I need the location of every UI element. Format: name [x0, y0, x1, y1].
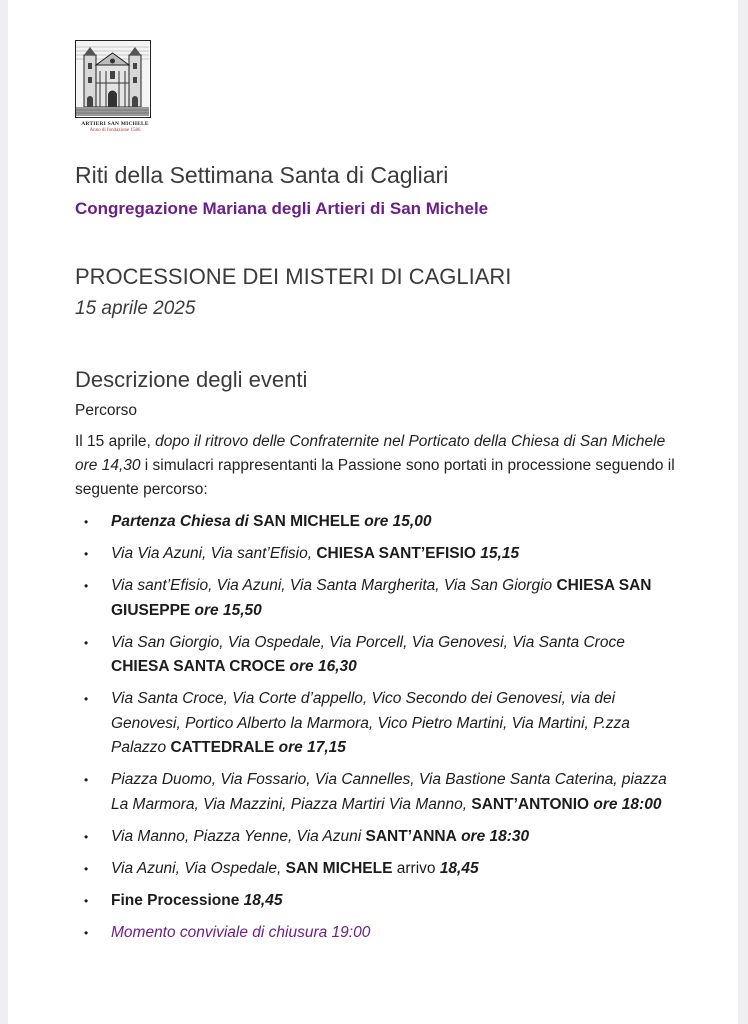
route-item-stop: CHIESA SANT’EFISIO [316, 545, 476, 562]
route-item-text: Fine Processione [111, 891, 244, 909]
route-item [75, 825, 685, 850]
route-item-time: ore 18:00 [589, 795, 662, 813]
route-item-stop: CHIESA SANTA CROCE [111, 658, 286, 675]
route-item-text: Via Santa Croce, Via Corte d’appello, Vico Secondo dei Genovesi, via dei Genovesi, Portico Alberto la Marmora, Vico Pietro Martini, Via Martini, P.zza Palazzo [111, 690, 630, 756]
route-item-text: Piazza Duomo, Via Fossario, Via Cannelles, Via Bastione Santa Caterina, piazza La Marmora, Via Mazzini, Piazza Martiri Via Manno, [111, 771, 667, 813]
route-item [75, 631, 685, 680]
route-item-time: ore 18:30 [456, 827, 530, 845]
route-item-time: 18,45 [439, 859, 479, 877]
route-item [75, 542, 685, 567]
intro-part: i simulacri rappresentanti la Passione sono portati in processione seguendo il seguente percorso: [75, 457, 675, 498]
logo-founded: Anno di fondazione 1586 [89, 128, 141, 133]
section-label: Percorso [75, 402, 138, 419]
route-item-text: Momento conviviale di chiusura 19:00 [111, 923, 371, 941]
route-item-time: ore 15,00 [359, 513, 432, 530]
route-item-stop: SAN MICHELE [253, 513, 360, 530]
route-item [75, 921, 685, 946]
route-item-time: 18,45 [243, 891, 283, 909]
page-title: Riti della Settimana Santa di Cagliari [75, 162, 449, 188]
route-item-text: Via San Giorgio, Via Ospedale, Via Porcell, Via Genovesi, Via Santa Croce [111, 633, 625, 651]
route-item-stop: SAN MICHELE [285, 859, 393, 877]
event-date: 15 aprile 2025 [75, 298, 196, 319]
intro-part: Il 15 aprile, [75, 433, 156, 450]
route-item-time: ore 16,30 [285, 658, 357, 675]
route-item-time: ore 15,50 [190, 601, 262, 619]
route-list [75, 510, 685, 953]
intro-paragraph [75, 430, 685, 502]
route-item-text: Via Via Azuni, Via sant’Efisio, [111, 545, 317, 562]
route-item-stop: CATTEDRALE [170, 739, 275, 756]
route-item-text: Via Manno, Piazza Yenne, Via Azuni [111, 827, 366, 845]
route-item [75, 857, 685, 882]
event-title: PROCESSIONE DEI MISTERI DI CAGLIARI [75, 264, 512, 289]
route-item-time: ore 17,15 [274, 739, 346, 756]
route-item [75, 510, 685, 535]
route-item-text: Via Azuni, Via Ospedale, [111, 859, 286, 877]
route-item-note: arrivo [392, 859, 440, 877]
description-heading: Descrizione degli eventi [75, 367, 308, 392]
route-item-stop: CHIESA SAN GIUSEPPE [111, 577, 652, 619]
route-item-stop: SANT’ANNA [365, 827, 457, 845]
route-item-text: Via sant’Efisio, Via Azuni, Via Santa Margherita, Via San Giorgio [111, 577, 557, 594]
route-item-time: 15,15 [475, 545, 520, 562]
route-item [75, 574, 685, 623]
page-subtitle: Congregazione Mariana degli Artieri di San Michele [75, 199, 489, 218]
route-item-text: Partenza Chiesa di [111, 513, 254, 530]
route-item [75, 687, 685, 761]
document-page [8, 0, 738, 1024]
route-item [75, 768, 685, 817]
intro-part: dopo il ritrovo delle Confraternite nel Porticato della Chiesa di San Michele ore 14,30 [75, 433, 666, 474]
route-item [75, 889, 685, 914]
route-item-stop: SANT’ANTONIO [471, 795, 590, 813]
logo [75, 40, 155, 133]
church-facade-icon [75, 40, 151, 118]
logo-name: ARTIERI SAN MICHELE [81, 121, 149, 127]
